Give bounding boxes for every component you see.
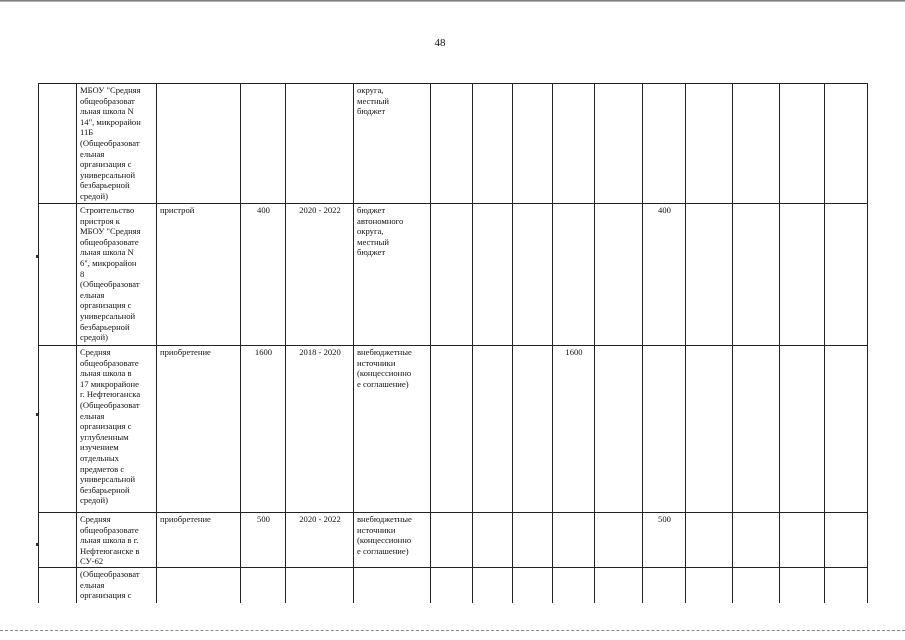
row-number-cell [39, 513, 77, 568]
year-cell [473, 513, 513, 568]
year-cell [733, 204, 780, 346]
year-cell [643, 567, 686, 603]
year-cell [513, 567, 553, 603]
year-cell [643, 346, 686, 513]
funding-source-cell: округа, местный бюджет [354, 84, 431, 204]
year-cell [553, 567, 595, 603]
scan-edge-top [0, 0, 905, 2]
year-cell [825, 513, 868, 568]
year-cell [733, 567, 780, 603]
year-cell [686, 346, 733, 513]
period-cell: 2018 - 2020 [286, 346, 354, 513]
object-name-cell: (Общеобразоват ельная организация с [77, 567, 157, 603]
year-cell [553, 204, 595, 346]
year-cell [473, 84, 513, 204]
scan-edge-bottom [0, 630, 905, 632]
year-cell [431, 567, 473, 603]
year-cell [780, 346, 825, 513]
year-cell [513, 513, 553, 568]
scan-margin-mark [36, 543, 38, 546]
object-name-cell: МБОУ "Средняя общеобразоват льная школа N 14", микрорайон 11Б (Общеобразоват ельная организация с универсальной безбарьерной средой) [77, 84, 157, 204]
period-cell [286, 84, 354, 204]
object-type-cell: приобретение [157, 346, 241, 513]
row-number-cell [39, 84, 77, 204]
scan-margin-mark [36, 255, 38, 258]
year-cell [595, 346, 643, 513]
year-cell [733, 346, 780, 513]
year-cell [643, 84, 686, 204]
capacity-cell [241, 84, 286, 204]
object-type-cell [157, 84, 241, 204]
year-cell [733, 84, 780, 204]
year-cell [553, 513, 595, 568]
object-type-cell [157, 567, 241, 603]
page-number: 48 [434, 37, 446, 49]
year-cell [686, 567, 733, 603]
capacity-cell: 500 [241, 513, 286, 568]
year-value-cell: 1600 [553, 346, 595, 513]
schools-table [38, 83, 868, 603]
year-cell [686, 84, 733, 204]
funding-source-cell [354, 567, 431, 603]
table-row [39, 567, 868, 603]
year-cell [513, 346, 553, 513]
year-cell [825, 204, 868, 346]
year-cell [686, 204, 733, 346]
year-cell [825, 84, 868, 204]
year-cell [473, 567, 513, 603]
year-cell [595, 204, 643, 346]
object-name-cell: Средняя общеобразовате льная школа в г. Нефтеюганске в СУ-62 [77, 513, 157, 568]
year-cell [780, 513, 825, 568]
row-number-cell [39, 204, 77, 346]
year-cell [595, 567, 643, 603]
year-cell [431, 513, 473, 568]
object-name-cell: Средняя общеобразовате льная школа в 17 микрорайоне г. Нефтеюганска (Общеобразоват ельная организация с углубленным изучением отдельных предметов с универсальной безбарьерной средой) [77, 346, 157, 513]
period-cell: 2020 - 2022 [286, 513, 354, 568]
year-cell [686, 513, 733, 568]
year-cell [595, 513, 643, 568]
period-cell: 2020 - 2022 [286, 204, 354, 346]
year-cell [431, 346, 473, 513]
year-cell [780, 567, 825, 603]
capacity-cell [241, 567, 286, 603]
table-row [39, 346, 868, 513]
year-cell [473, 346, 513, 513]
funding-source-cell: внебюджетные источники (концессионно е соглашение) [354, 513, 431, 568]
year-cell [553, 84, 595, 204]
table-row [39, 84, 868, 204]
row-number-cell [39, 346, 77, 513]
capacity-cell: 1600 [241, 346, 286, 513]
year-cell [431, 204, 473, 346]
year-cell [513, 84, 553, 204]
year-value-cell: 400 [643, 204, 686, 346]
year-cell [513, 204, 553, 346]
row-number-cell [39, 567, 77, 603]
year-value-cell: 500 [643, 513, 686, 568]
year-cell [780, 84, 825, 204]
object-name-cell: Строительство пристроя к МБОУ "Средняя общеобразовате льная школа N 6", микрорайон 8 (Общеобразоват ельная организация с универсальной безбарьерной средой) [77, 204, 157, 346]
object-type-cell: приобретение [157, 513, 241, 568]
period-cell [286, 567, 354, 603]
object-type-cell: пристрой [157, 204, 241, 346]
funding-source-cell: внебюджетные источники (концессионно е соглашение) [354, 346, 431, 513]
year-cell [733, 513, 780, 568]
table-row [39, 204, 868, 346]
year-cell [825, 567, 868, 603]
year-cell [595, 84, 643, 204]
year-cell [825, 346, 868, 513]
scan-margin-mark [36, 413, 38, 416]
year-cell [780, 204, 825, 346]
capacity-cell: 400 [241, 204, 286, 346]
funding-source-cell: бюджет автономного округа, местный бюджет [354, 204, 431, 346]
year-cell [473, 204, 513, 346]
table-row [39, 513, 868, 568]
year-cell [431, 84, 473, 204]
